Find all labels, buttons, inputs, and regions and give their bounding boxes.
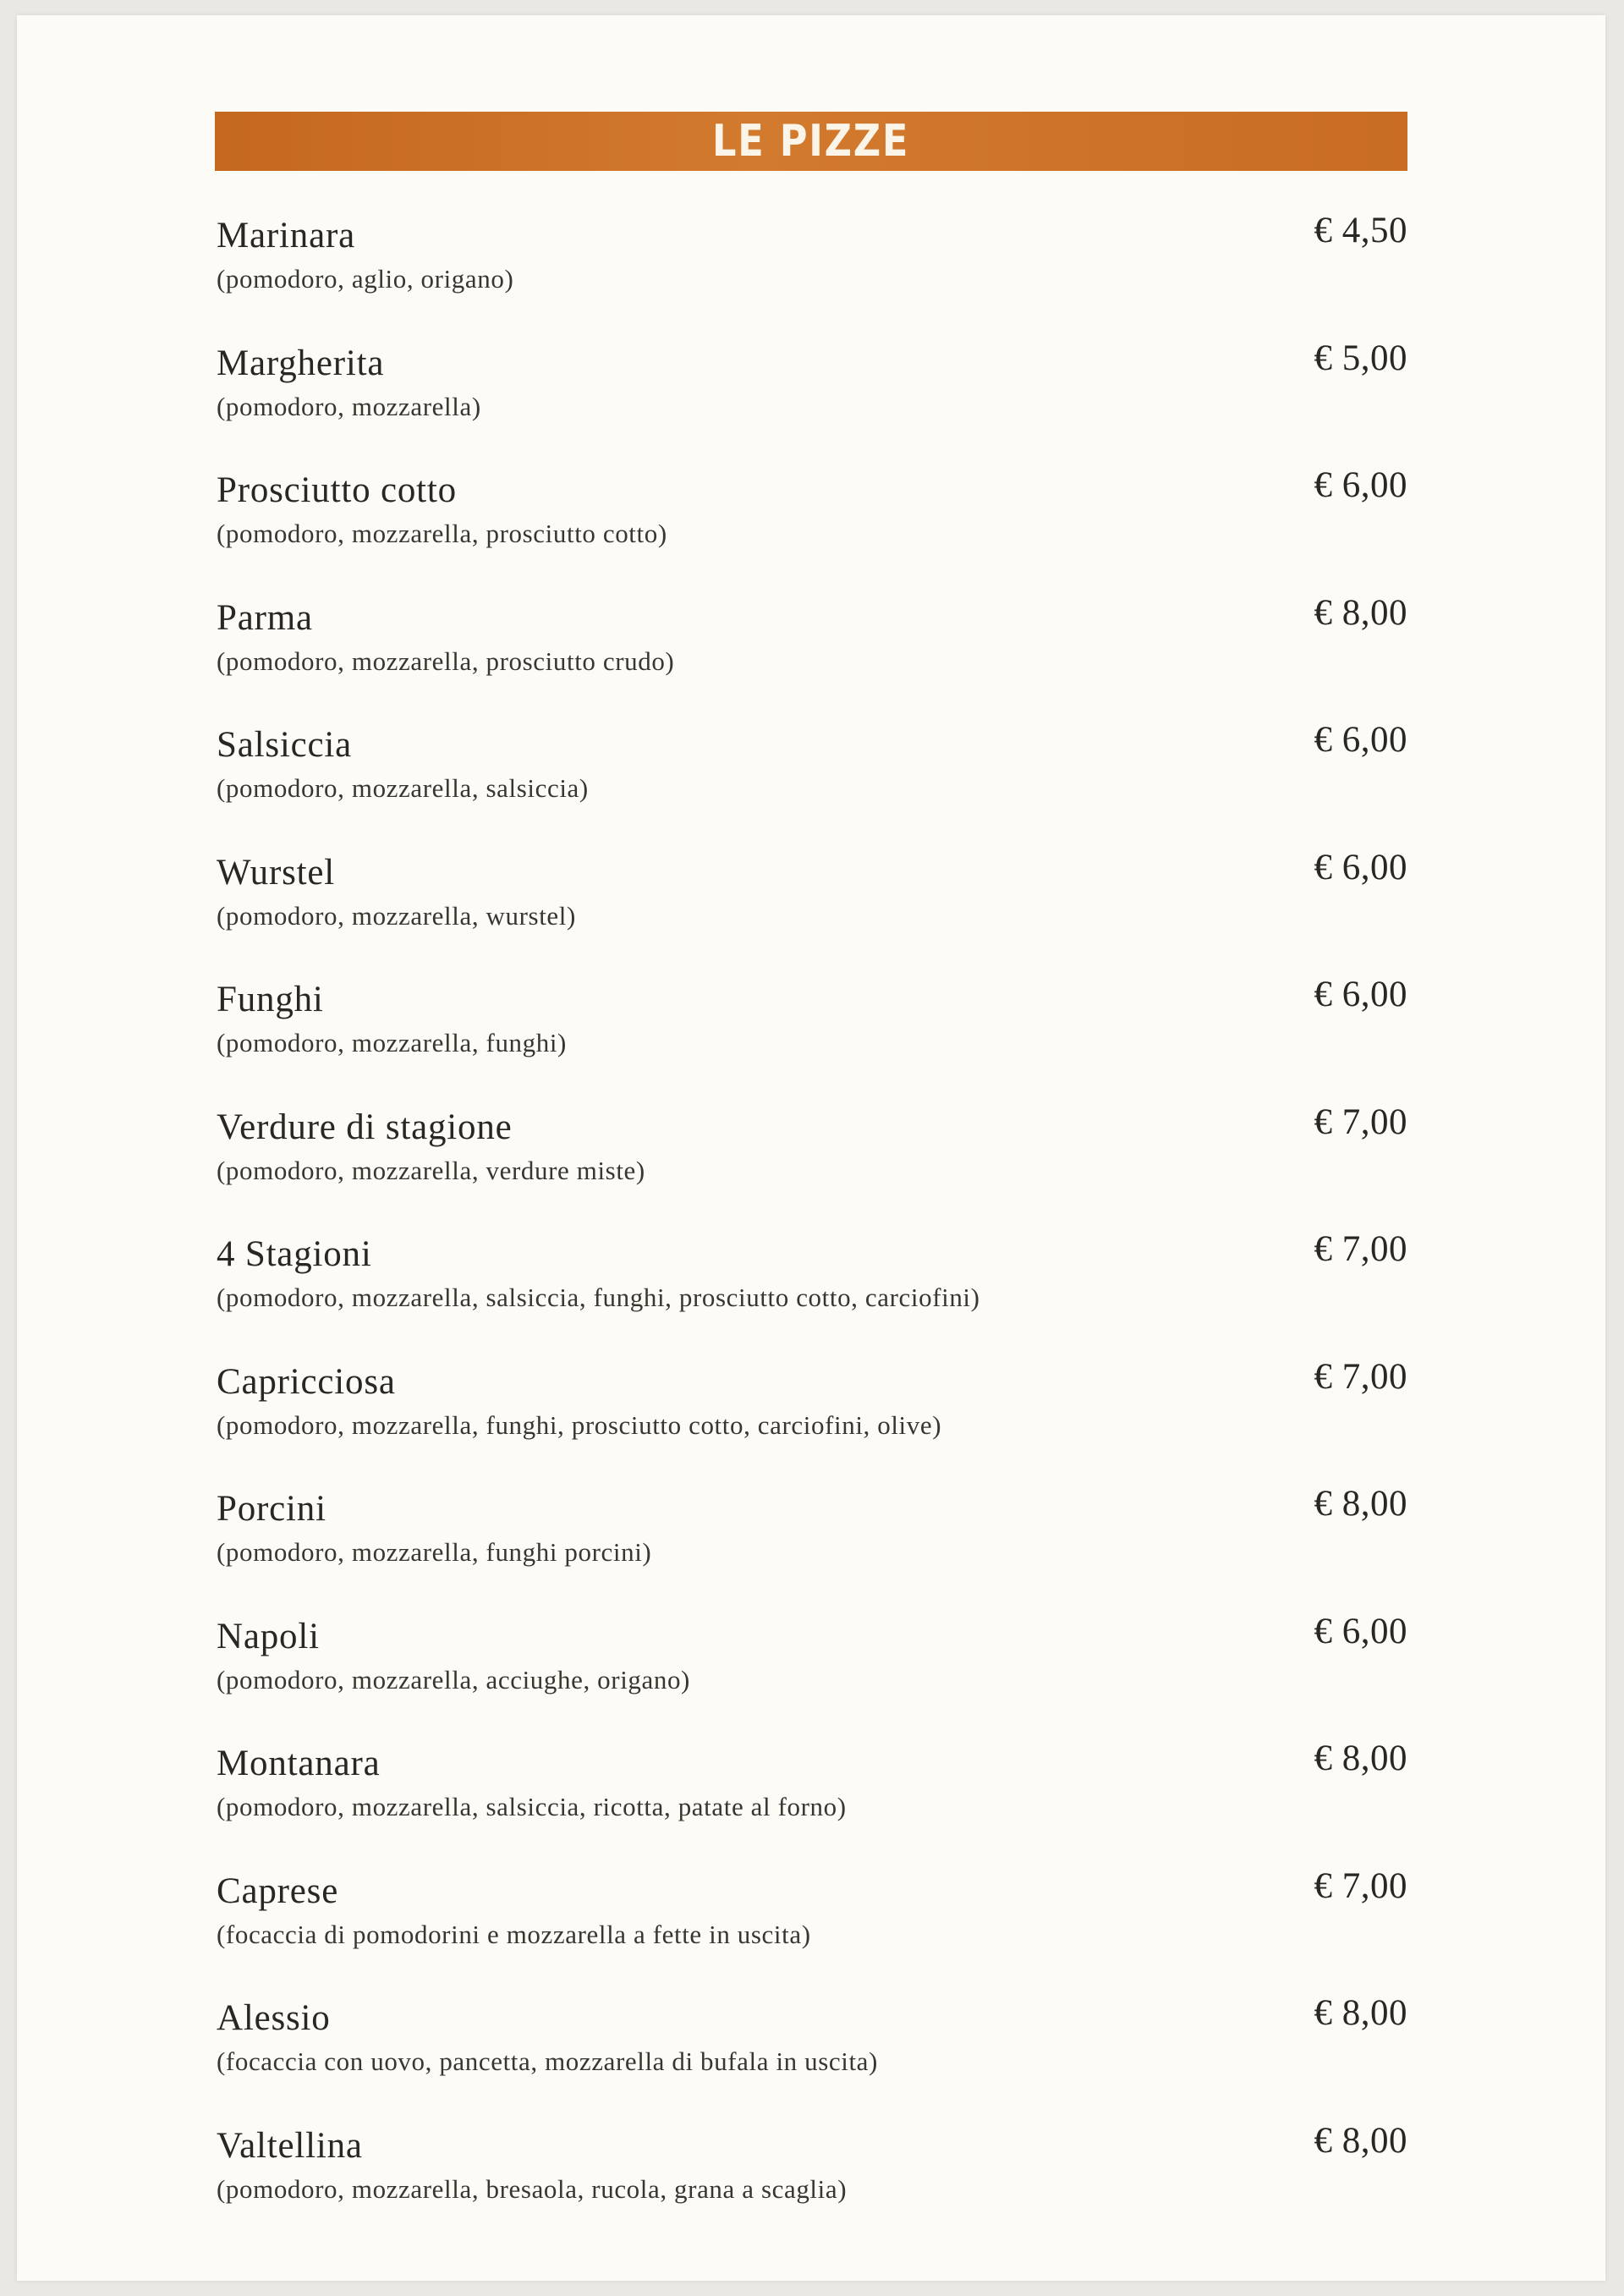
- menu-item: [217, 1731, 1407, 1859]
- pizza-name: Valtellina: [217, 2125, 363, 2166]
- pizza-ingredients: (pomodoro, mozzarella, salsiccia, funghi, prosciutto cotto, carciofini): [217, 1283, 980, 1312]
- pizza-ingredients: (pomodoro, mozzarella, funghi): [217, 1028, 567, 1057]
- pizza-ingredients: (pomodoro, mozzarella, verdure miste): [217, 1155, 645, 1185]
- pizza-name: Alessio: [217, 1998, 331, 2038]
- menu-item: [217, 585, 1407, 713]
- pizza-price: € 6,00: [1314, 720, 1407, 760]
- pizza-name: Wurstel: [217, 852, 335, 893]
- pizza-ingredients: (pomodoro, aglio, origano): [217, 264, 514, 294]
- section-title: LE PIZZE: [712, 116, 910, 167]
- pizza-name: Caprese: [217, 1870, 339, 1911]
- pizza-ingredients: (focaccia di pomodorini e mozzarella a fette in uscita): [217, 1919, 811, 1949]
- pizza-price: € 6,00: [1314, 975, 1407, 1014]
- menu-item: [217, 1859, 1407, 1986]
- menu-item: [217, 1476, 1407, 1604]
- pizza-ingredients: (pomodoro, mozzarella, acciughe, origano): [217, 1664, 690, 1695]
- pizza-price: € 8,00: [1314, 1738, 1407, 1778]
- pizza-ingredients: (focaccia con uovo, pancetta, mozzarella di bufala in uscita): [217, 2046, 878, 2076]
- pizza-ingredients: (pomodoro, mozzarella, wurstel): [217, 900, 576, 931]
- menu-item: [217, 840, 1407, 968]
- pizza-price: € 7,00: [1314, 1229, 1407, 1269]
- pizza-price: € 8,00: [1314, 2120, 1407, 2161]
- section-header-banner: [215, 112, 1407, 171]
- pizza-ingredients: (pomodoro, mozzarella, salsiccia, ricotta, patate al forno): [217, 1792, 847, 1821]
- menu-item: [217, 1349, 1407, 1477]
- pizza-list: [217, 203, 1407, 2240]
- pizza-price: € 6,00: [1314, 465, 1407, 505]
- pizza-name: Capricciosa: [217, 1361, 396, 1402]
- menu-item: [217, 967, 1407, 1095]
- pizza-name: Napoli: [217, 1616, 320, 1656]
- pizza-price: € 6,00: [1314, 1611, 1407, 1651]
- menu-item: [217, 1222, 1407, 1349]
- pizza-ingredients: (pomodoro, mozzarella, salsiccia): [217, 773, 589, 803]
- pizza-name: Porcini: [217, 1489, 326, 1529]
- pizza-name: Parma: [217, 597, 313, 638]
- pizza-price: € 7,00: [1314, 1101, 1407, 1142]
- pizza-price: € 8,00: [1314, 1993, 1407, 2033]
- pizza-ingredients: (pomodoro, mozzarella, bresaola, rucola, grana a scaglia): [217, 2173, 848, 2204]
- pizza-ingredients: (pomodoro, mozzarella, prosciutto cotto): [217, 519, 667, 548]
- pizza-name: Funghi: [217, 980, 324, 1019]
- pizza-name: Salsiccia: [217, 725, 353, 765]
- menu-page: [17, 15, 1605, 2281]
- pizza-price: € 6,00: [1314, 847, 1407, 887]
- menu-item: [217, 712, 1407, 840]
- pizza-price: € 4,50: [1314, 211, 1407, 250]
- pizza-name: Montanara: [217, 1744, 381, 1783]
- menu-item: [217, 331, 1407, 459]
- menu-item: [217, 458, 1407, 585]
- pizza-price: € 7,00: [1314, 1356, 1407, 1397]
- pizza-price: € 7,00: [1314, 1865, 1407, 1906]
- pizza-name: 4 Stagioni: [217, 1234, 372, 1274]
- pizza-name: Marinara: [217, 216, 355, 255]
- pizza-ingredients: (pomodoro, mozzarella, funghi porcini): [217, 1537, 652, 1567]
- menu-item: [217, 1986, 1407, 2113]
- pizza-price: € 8,00: [1314, 592, 1407, 633]
- pizza-ingredients: (pomodoro, mozzarella): [217, 391, 481, 421]
- pizza-price: € 8,00: [1314, 1484, 1407, 1524]
- menu-item: [217, 2113, 1407, 2241]
- pizza-name: Verdure di stagione: [217, 1107, 513, 1147]
- pizza-name: Prosciutto cotto: [217, 470, 457, 510]
- menu-item: [217, 1604, 1407, 1732]
- menu-item: [217, 203, 1407, 331]
- menu-item: [217, 1095, 1407, 1222]
- pizza-ingredients: (pomodoro, mozzarella, funghi, prosciutto cotto, carciofini, olive): [217, 1409, 942, 1440]
- pizza-price: € 5,00: [1314, 338, 1407, 378]
- pizza-name: Margherita: [217, 343, 385, 383]
- pizza-ingredients: (pomodoro, mozzarella, prosciutto crudo): [217, 645, 675, 676]
